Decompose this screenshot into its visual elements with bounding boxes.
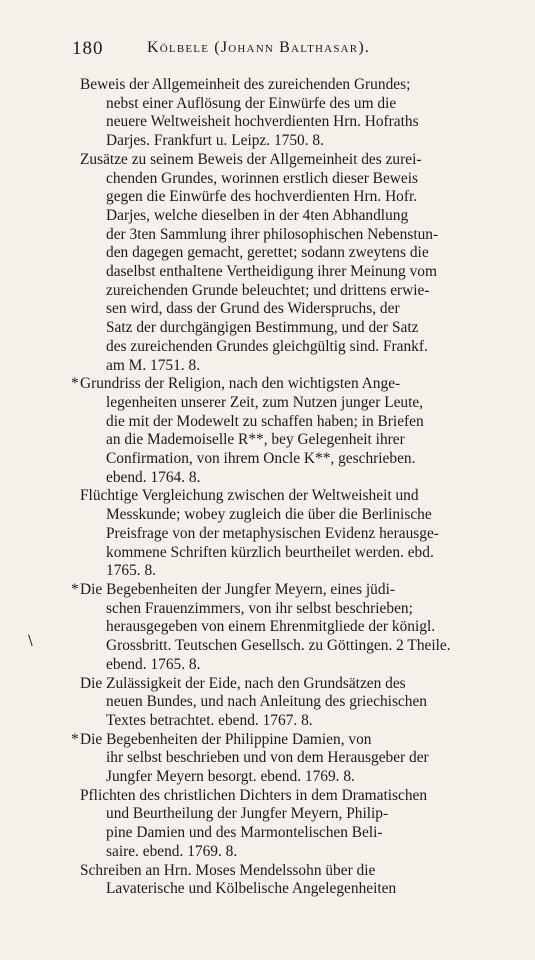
entry-line (80, 562, 520, 581)
entry-line-text: nebst einer Auflösung der Einwürfe des um die (106, 94, 397, 112)
entry-line-text: des zureichenden Grundes gleichgültig sind. Frankf. (106, 337, 428, 355)
entry-line: *Grundriss der Religion, nach den wichtigsten Ange- (71, 375, 401, 393)
entry-line (80, 618, 520, 637)
entry-line-text: ebend. 1764. 8. (106, 468, 201, 486)
entry-line (80, 188, 520, 207)
entry-line-text: Die Begebenheiten der Jungfer Meyern, eines jüdi- (80, 580, 395, 598)
bibliography-entry (80, 675, 520, 731)
bibliography-entry (80, 76, 520, 151)
entry-line (80, 338, 520, 357)
bibliography-entry (80, 862, 520, 899)
entry-line-text: Lavaterische und Kölbelische Angelegenheiten (106, 880, 397, 898)
bibliography-entry (71, 580, 520, 675)
entry-line (80, 319, 520, 338)
entry-line-text: saire. ebend. 1769. 8. (106, 842, 238, 860)
entry-line (80, 768, 520, 787)
entry-line (80, 282, 520, 301)
entry-line-text: Pflichten des christlichen Dichters in dem Dramatischen (80, 786, 428, 804)
entry-line: *Die Begebenheiten der Philippine Damien, von (71, 730, 372, 748)
entry-line-text: schen Frauenzimmers, von ihr selbst beschrieben; (106, 599, 413, 617)
bibliography-list (71, 76, 520, 899)
entry-line-text: Satz der durchgängigen Bestimmung, und der Satz (106, 319, 419, 337)
bibliography-entry (80, 787, 520, 862)
entry-line-text: gegen die Einwürfe des hochverdienten Hrn. Hofr. (106, 188, 418, 206)
entry-line-text: Messkunde; wobey zugleich die über die Berlinische (106, 506, 432, 524)
entry-line (80, 170, 520, 189)
bibliography-entry (80, 151, 520, 375)
entry-line-text: Grundriss der Religion, nach den wichtigsten Ange- (80, 375, 401, 393)
entry-line-text: den dagegen gemacht, gerettet; sodann zweytens die (106, 244, 429, 262)
entry-line-text: daselbst enthaltene Vertheidigung ihrer Meinung vom (106, 263, 437, 281)
entry-line (80, 244, 520, 263)
bibliography-entry (71, 730, 520, 787)
entry-line-text: pine Damien und des Marmontelischen Beli- (106, 824, 383, 842)
entry-line (80, 263, 520, 282)
entry-line-text: Die Zulässigkeit der Eide, nach den Grundsätzen des (80, 674, 406, 692)
entry-line-text: kommene Schriften kürzlich beurtheilet werden. ebd. (106, 543, 434, 561)
entry-line-text: am M. 1751. 8. (106, 356, 201, 374)
bibliography-entry (71, 375, 520, 487)
entry-line (80, 151, 520, 170)
entry-line-text: Preisfrage von der metaphysischen Evidenz herausge- (106, 524, 439, 542)
entry-line (80, 95, 520, 114)
entry-line-text: chenden Grundes, worinnen erstlich dieser Beweis (106, 169, 418, 187)
entry-line (80, 805, 520, 824)
entry-line: *Die Begebenheiten der Jungfer Meyern, eines jüdi- (71, 580, 395, 598)
entry-line (80, 862, 520, 881)
entry-line (80, 824, 520, 843)
entry-line (80, 113, 520, 132)
entry-line-text: 1765. 8. (106, 562, 157, 580)
entry-line-text: Darjes. Frankfurt u. Leipz. 1750. 8. (106, 132, 324, 150)
entry-line-text: Jungfer Meyern besorgt. ebend. 1769. 8. (106, 768, 355, 786)
page-header (70, 38, 500, 64)
entry-line-text: sen wird, dass der Grund des Widerspruchs, der (106, 300, 400, 318)
entry-line (80, 506, 520, 525)
entry-line (80, 469, 520, 488)
entry-line (80, 431, 520, 450)
entry-line (80, 600, 520, 619)
entry-line-text: Textes betrachtet. ebend. 1767. 8. (106, 711, 313, 729)
entry-line-text: der 3ten Sammlung ihrer philosophischen Nebenstun- (106, 225, 439, 243)
entry-line-text: neuen Bundes, und nach Anleitung des griechischen (106, 693, 427, 711)
entry-line-text: an die Mademoiselle R**, bey Gelegenheit ihrer (106, 431, 405, 449)
entry-line (80, 132, 520, 151)
entry-line-text: Darjes, welche dieselben in der 4ten Abhandlung (106, 206, 409, 224)
entry-line (80, 76, 520, 95)
entry-line-text: herausgegeben von einem Ehrenmitgliede der königl. (106, 618, 436, 636)
entry-line (80, 880, 520, 899)
entry-line (80, 675, 520, 694)
page-number: 180 (72, 38, 104, 59)
entry-line-text: Confirmation, von ihrem Oncle K**, geschrieben. (106, 450, 416, 468)
entry-line (80, 394, 520, 413)
bibliography-entry (80, 487, 520, 581)
entry-line-text: Beweis der Allgemeinheit des zureichenden Grundes; (80, 76, 411, 93)
entry-line (80, 207, 520, 226)
entry-line-text: Schreiben an Hrn. Moses Mendelssohn über die (80, 861, 376, 879)
entry-line (80, 226, 520, 245)
entry-line-text: ihr selbst beschrieben und von dem Herausgeber der (106, 749, 429, 767)
entry-line (80, 693, 520, 712)
entry-line (80, 749, 520, 768)
running-title: Kölbele (Johann Balthasar). (147, 39, 371, 56)
entry-line (80, 712, 520, 731)
entry-line-text: Die Begebenheiten der Philippine Damien, von (80, 730, 372, 748)
entry-line-text: und Beurtheilung der Jungfer Meyern, Philip- (106, 805, 389, 823)
entry-line (80, 413, 520, 432)
entry-line-text: die mit der Modewelt zu schaffen haben; in Briefen (106, 412, 424, 430)
entry-line (80, 544, 520, 563)
entry-line-text: neuere Weltweisheit hochverdienten Hrn. Hofraths (106, 113, 419, 131)
entry-line-text: Flüchtige Vergleichung zwischen der Weltweisheit und (80, 487, 419, 505)
entry-line (80, 300, 520, 319)
entry-line (80, 637, 520, 656)
entry-line-text: Zusätze zu seinem Beweis der Allgemeinheit des zurei- (80, 150, 422, 168)
margin-mark: \ (28, 633, 33, 649)
entry-line (80, 357, 520, 376)
entry-line (80, 525, 520, 544)
entry-line-text: Grossbritt. Teutschen Gesellsch. zu Göttingen. 2 Theile. (106, 637, 451, 655)
entry-line-text: zureichenden Grunde beleuchtet; und drittens erwie- (106, 281, 430, 299)
entry-line-text: legenheiten unserer Zeit, zum Nutzen junger Leute, (106, 393, 424, 411)
entry-line (80, 787, 520, 806)
entry-line-text: ebend. 1765. 8. (106, 655, 201, 673)
entry-line (80, 656, 520, 675)
entry-line (80, 487, 520, 506)
entry-line (80, 843, 520, 862)
entry-line (80, 450, 520, 469)
